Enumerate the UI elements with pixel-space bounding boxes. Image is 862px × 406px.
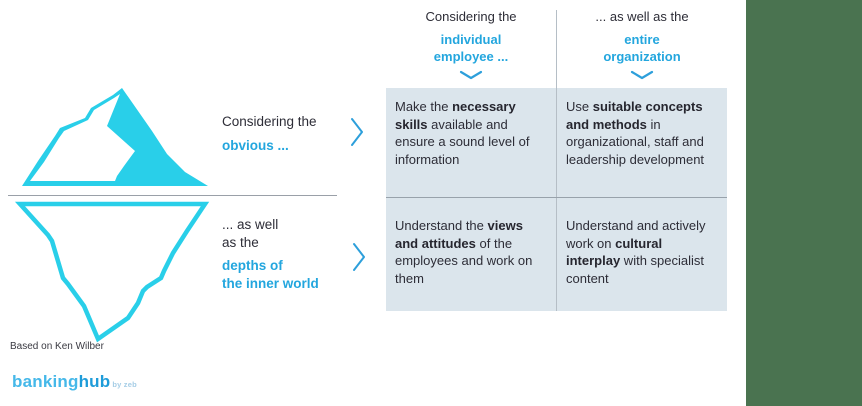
- above-water-label: [222, 112, 317, 155]
- header-plain-text: Considering the: [425, 9, 517, 24]
- iceberg-underwater-outline: [20, 204, 205, 339]
- header-plain-text: ... as well as the: [595, 9, 689, 24]
- header-highlight-line1: individual: [440, 32, 502, 47]
- logo-part-hub: hub: [78, 372, 111, 391]
- above-water-label-plain: Considering the: [222, 114, 317, 129]
- matrix-cell-bottom-right: Understand and actively work on cultural interplay with specialist content: [566, 218, 706, 286]
- matrix-cell-top-left: Make the necessary skills available and ensure a sound level of information: [395, 99, 530, 167]
- below-water-label: [222, 216, 319, 293]
- iceberg-illustration: [0, 0, 350, 360]
- matrix-header-individual-employee: [386, 8, 556, 80]
- logo-part-banking: banking: [12, 372, 79, 391]
- logo-suffix-by-zeb: by zeb: [112, 380, 137, 389]
- above-water-label-highlight: obvious ...: [222, 138, 289, 153]
- below-water-label-highlight-2: the inner world: [222, 276, 319, 291]
- header-highlight-line1: entire: [624, 32, 660, 47]
- matrix-cell-bottom-left: Understand the views and attitudes of the employees and work on them: [395, 218, 533, 286]
- below-water-label-plain-1: ... as well: [222, 217, 279, 232]
- below-water-label-plain-2: as the: [222, 235, 259, 250]
- below-water-label-highlight-1: depths of: [222, 258, 283, 273]
- chevron-right-icon: [352, 242, 366, 272]
- matrix-cell-top-right: Use suitable concepts and methods in organizational, staff and leadership development: [566, 99, 705, 167]
- source-caption: Based on Ken Wilber: [10, 341, 104, 352]
- header-highlight-line2: organization: [603, 49, 681, 64]
- bankinghub-logo[interactable]: [12, 372, 137, 392]
- chevron-right-icon: [350, 117, 364, 147]
- matrix-header-entire-organization: [557, 8, 727, 80]
- chevron-down-icon: [630, 70, 654, 80]
- green-side-panel: [746, 0, 862, 406]
- header-highlight-line2: employee ...: [433, 49, 509, 64]
- chevron-down-icon: [459, 70, 483, 80]
